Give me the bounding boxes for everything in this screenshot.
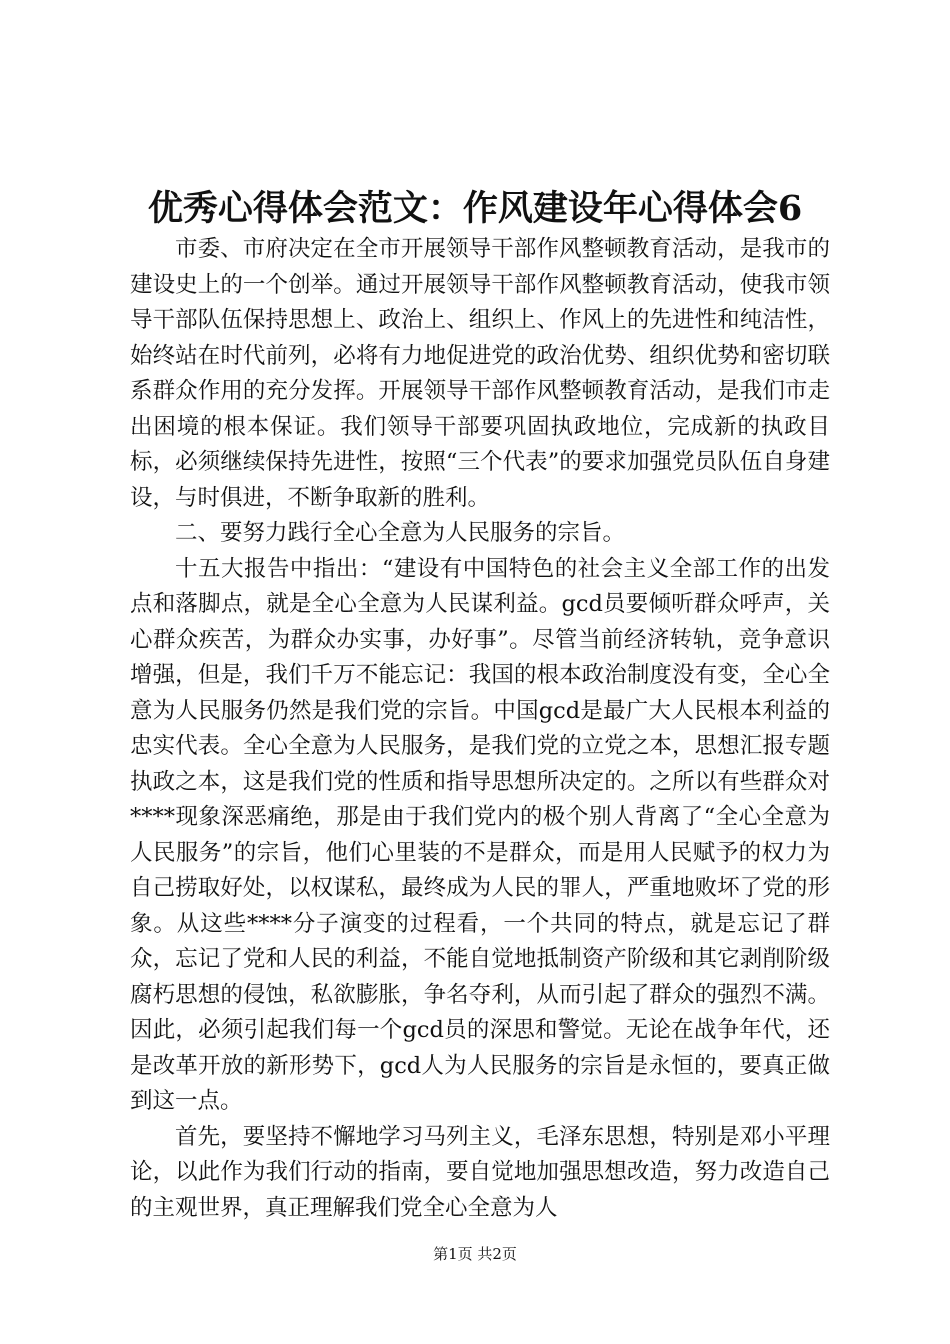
- document-body: [130, 232, 830, 1226]
- paragraph-section-heading: 二、要努力践行全心全意为人民服务的宗旨。: [175, 520, 626, 546]
- page-number-footer: 第1页 共2页: [433, 1245, 517, 1263]
- paragraph-intro: 市委、市府决定在全市开展领导干部作风整顿教育活动，是我市的建设史上的一个创举。通过开展领导干部作风整顿教育活动，使我市领导干部队伍保持思想上、政治上、组织上、作风上的先进性和纯洁性，始终站在时代前列，必将有力地促进党的政治优势、组织优势和密切联系群众作用的充分发挥。开展领导干部作风整顿教育活动，是我们市走出困境的根本保证。我们领导干部要巩固执政地位，完成新的执政目标，必须继续保持先进性，按照“三个代表”的要求加强党员队伍自身建设，与时俱进，不断争取新的胜利。: [130, 236, 830, 511]
- paragraph-first-point: 首先，要坚持不懈地学习马列主义，毛泽东思想，特别是邓小平理论，以此作为我们行动的指南，要自觉地加强思想改造，努力改造自己的主观世界，真正理解我们党全心全意为人: [130, 1123, 830, 1221]
- document-title: 优秀心得体会范文：作风建设年心得体会6: [147, 188, 803, 229]
- paragraph-report-quote: 十五大报告中指出：“建设有中国特色的社会主义全部工作的出发点和落脚点，就是全心全意为人民谋利益。gcd员要倾听群众呼声，关心群众疾苦，为群众办实事，办好事”。尽管当前经济转轨，竞争意识增强，但是，我们千万不能忘记：我国的根本政治制度没有变，全心全意为人民服务仍然是我们党的宗旨。中国gcd是最广大人民根本利益的忠实代表。全心全意为人民服务，是我们党的立党之本，思想汇报专题执政之本，这是我们党的性质和指导思想所决定的。之所以有些群众对****现象深恶痛绝，那是由于我们党内的极个别人背离了“全心全意为人民服务”的宗旨，他们心里装的不是群众，而是用人民赋予的权力为自己捞取好处，以权谋私，最终成为人民的罪人，严重地败坏了党的形象。从这些****分子演变的过程看，一个共同的特点，就是忘记了群众，忘记了党和人民的利益，不能自觉地抵制资产阶级和其它剥削阶级腐朽思想的侵蚀，私欲膨胀，争名夺利，从而引起了群众的强烈不满。因此，必须引起我们每一个gcd员的深思和警觉。无论在战争年代，还是改革开放的新形势下，gcd人为人民服务的宗旨是永恒的，要真正做到这一点。: [130, 555, 830, 1114]
